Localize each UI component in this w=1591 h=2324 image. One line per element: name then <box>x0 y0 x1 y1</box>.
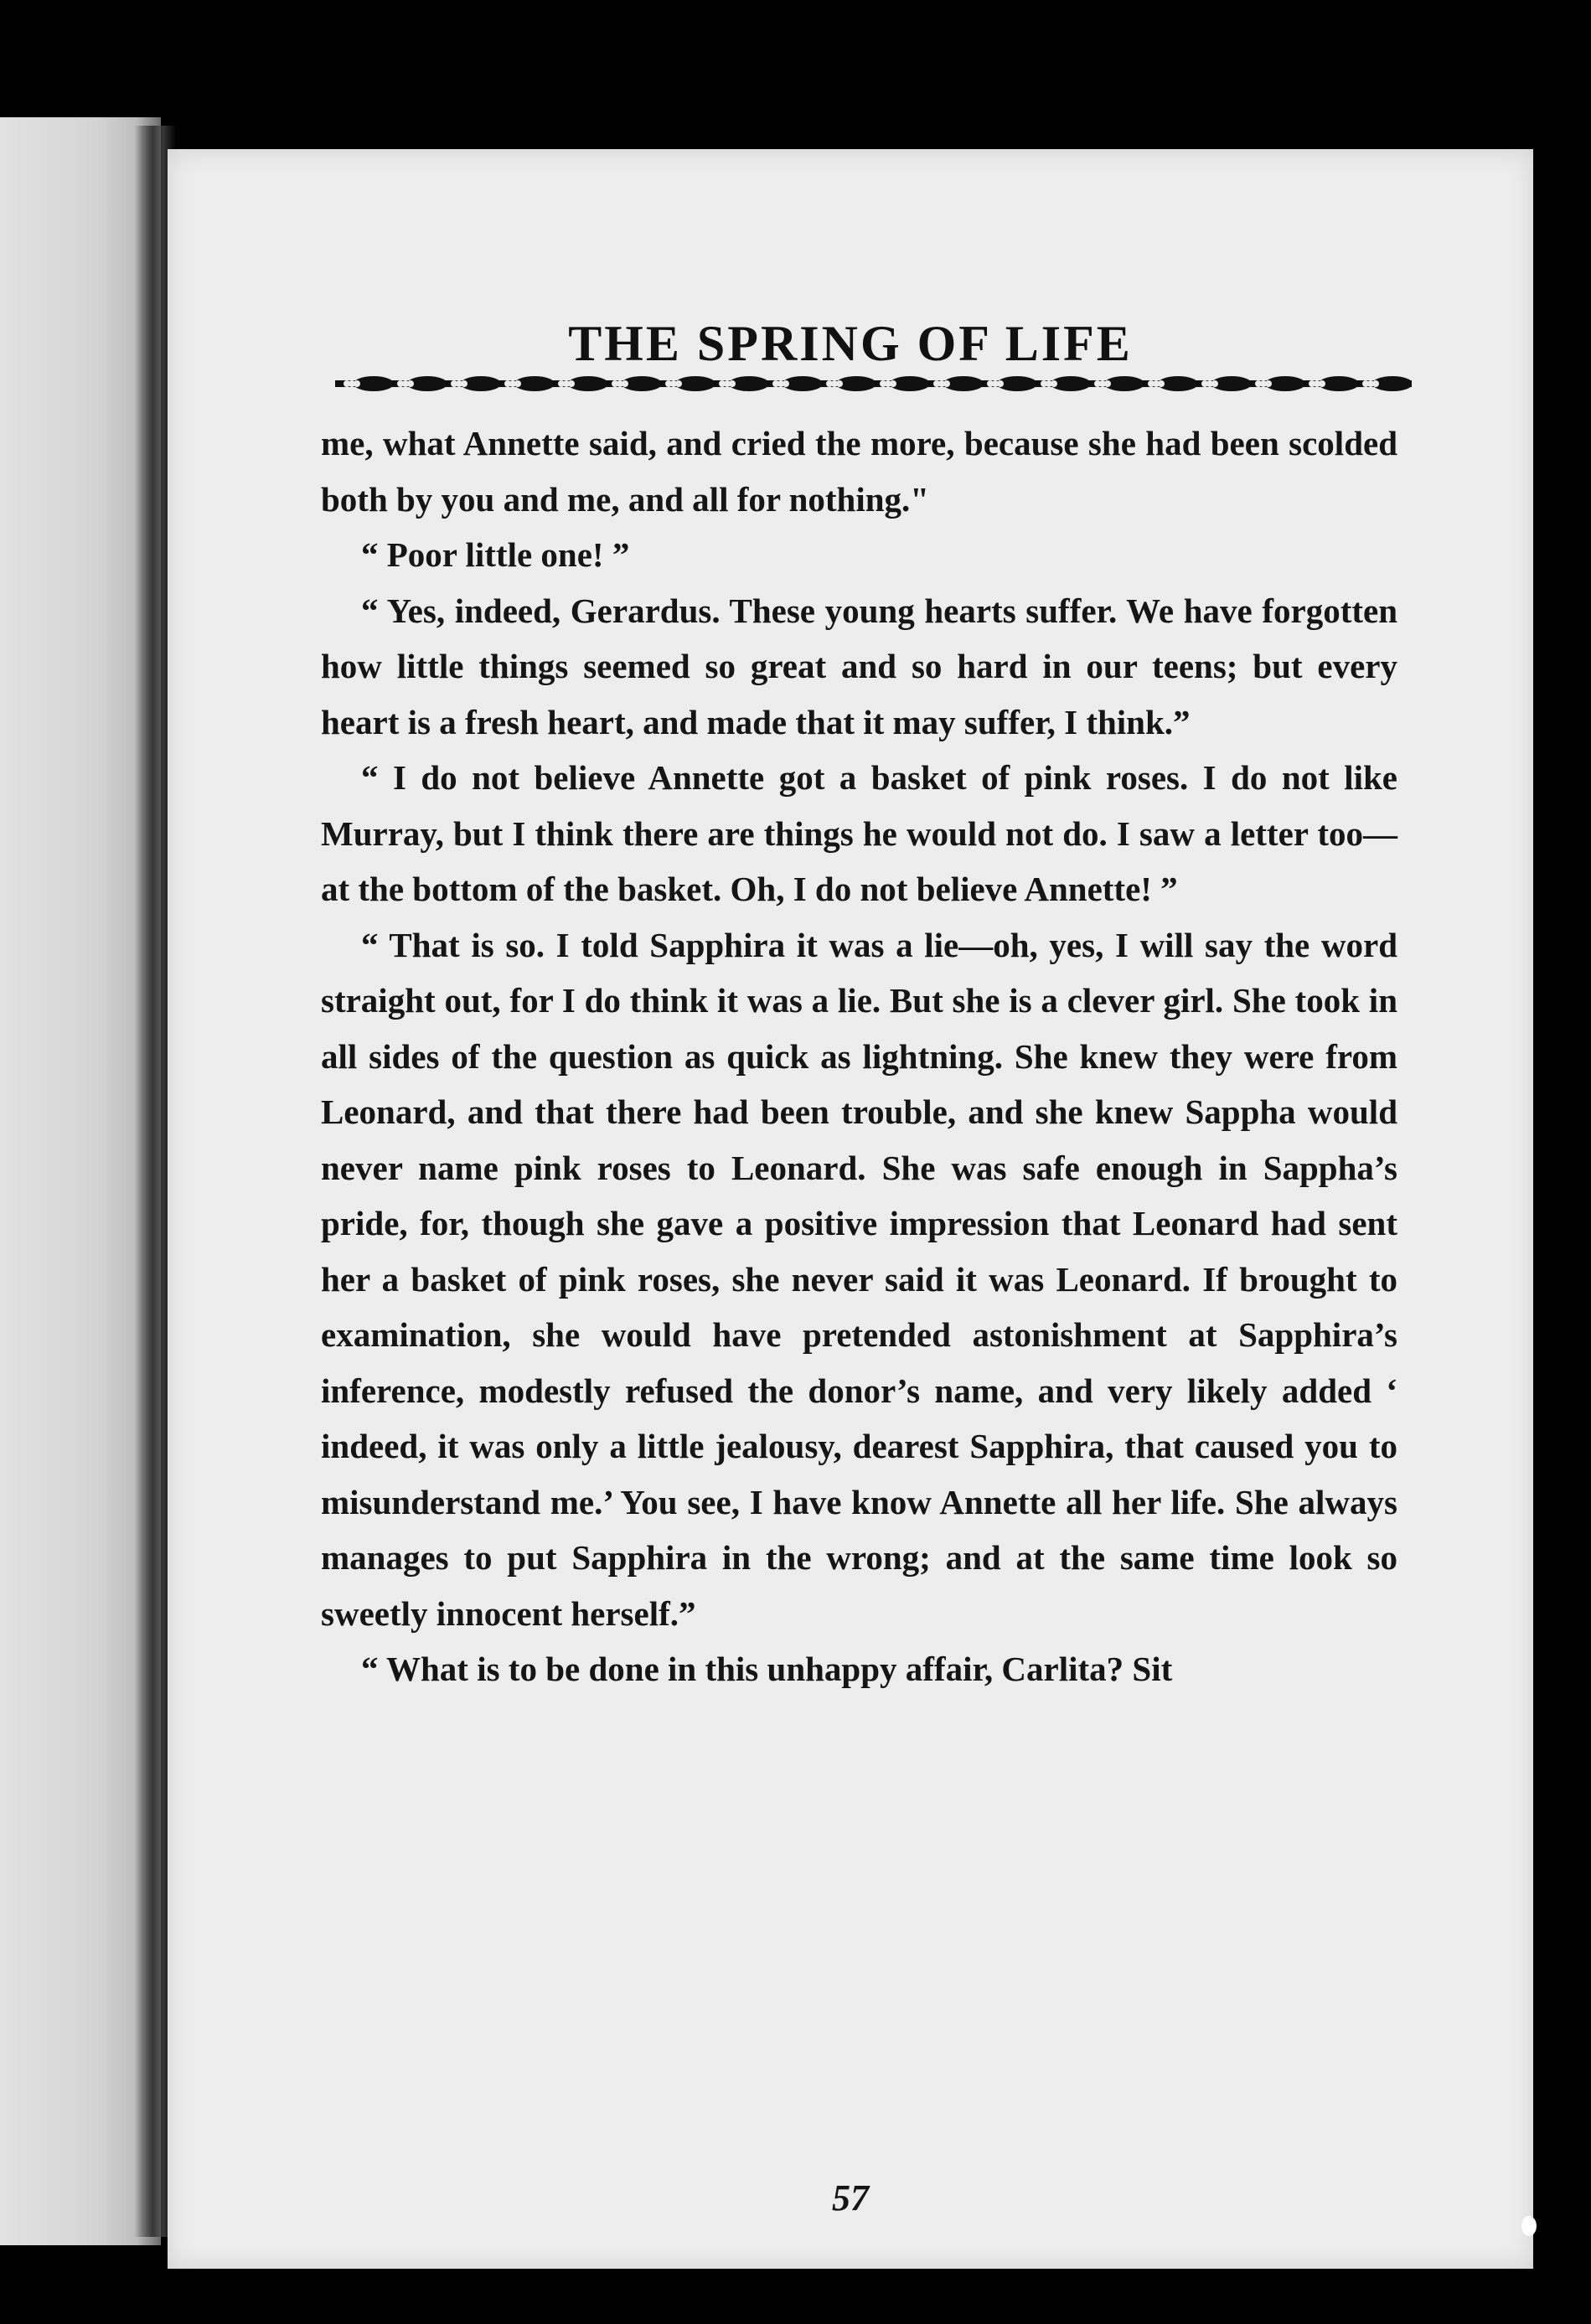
paragraph: “ I do not believe Annette got a basket of pink roses. I do not like Murray, but I think there are things he would not do. I saw a letter too—at the bottom of the basket. Oh, I do not believe Annette! ” <box>321 758 1397 908</box>
paragraph: me, what Annette said, and cried the more, because she had been scolded both by you and me, and all for nothing." <box>321 424 1397 519</box>
ornamental-rule <box>335 367 1412 400</box>
paragraph: “ Yes, indeed, Gerardus. These young hearts suffer. We have forgotten how little things seemed so great and so hard in our teens; but every heart is a fresh heart, and made that it may suffer, I think.” <box>321 591 1397 741</box>
paragraph: “ Poor little one! ” <box>361 535 630 574</box>
page-number: 57 <box>832 2177 869 2218</box>
scan-speck <box>1521 2216 1537 2236</box>
paragraph: “ What is to be done in this unhappy affair, Carlita? Sit <box>361 1650 1173 1688</box>
paragraph: “ That is so. I told Sapphira it was a lie—oh, yes, I will say the word straight out, for I do think it was a lie. But she is a clever girl. She took in all sides of the question as quick as lightning. She knew they were from Leonard, and that there had been trouble, and she knew Sappha would never name pink roses to Leonard. She was safe enough in Sappha’s pride, for, though she gave a positive impression that Leonard had sent her a basket of pink roses, she never said it was Leonard. If brought to examination, she would have pretended astonishment at Sapphira’s inference, modestly refused the donor’s name, and very likely added ‘ indeed, it was only a little jealousy, dearest Sapphira, that caused you to misunderstand me.’ You see, I have know Annette all her life. She always manages to put Sapphira in the wrong; and at the same time look so sweetly innocent herself.” <box>321 925 1397 1633</box>
running-head: THE SPRING OF LIFE <box>568 316 1133 371</box>
body-text <box>321 416 1397 1697</box>
book-page <box>168 149 1533 2269</box>
